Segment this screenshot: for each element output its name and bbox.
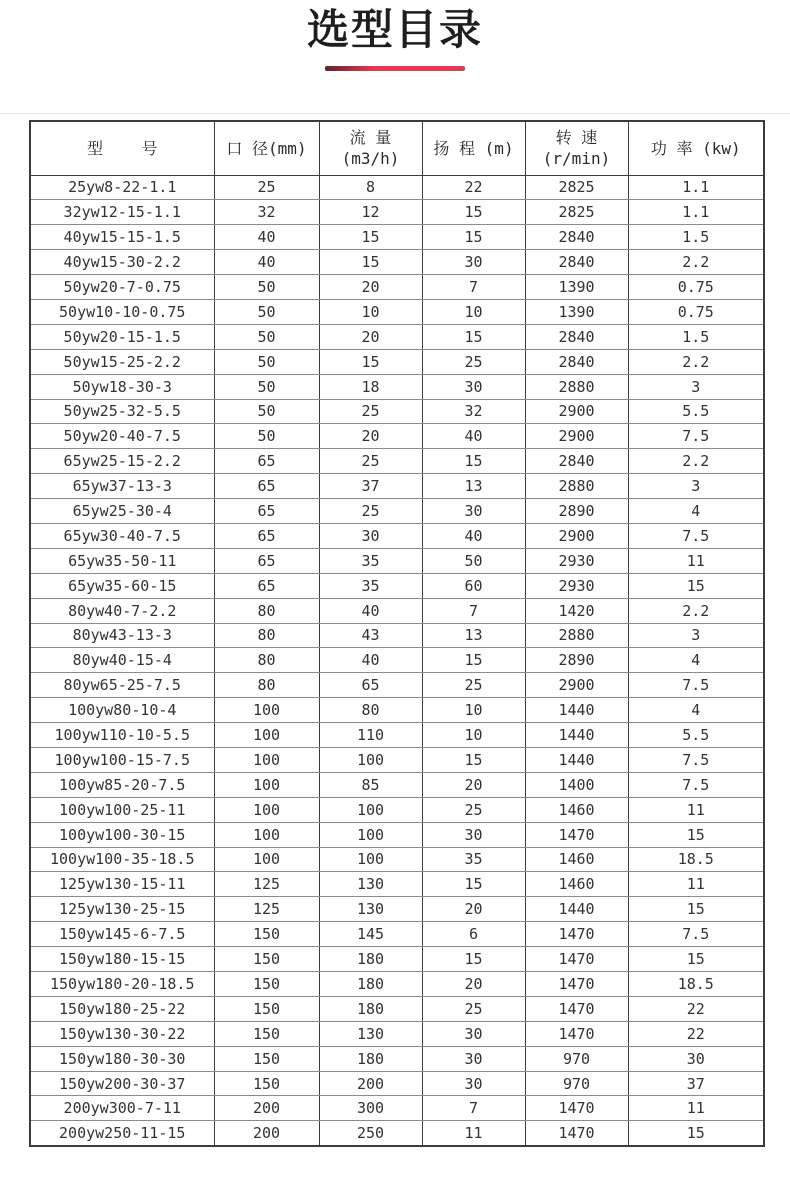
cell-power_kw: 3 <box>628 623 764 648</box>
cell-model: 100yw85-20-7.5 <box>30 772 214 797</box>
cell-flow_m3h: 300 <box>319 1096 422 1121</box>
table-row <box>30 623 764 648</box>
cell-flow_m3h: 25 <box>319 499 422 524</box>
cell-model: 32yw12-15-1.1 <box>30 200 214 225</box>
table-row <box>30 723 764 748</box>
table-row <box>30 573 764 598</box>
cell-model: 40yw15-15-1.5 <box>30 225 214 250</box>
cell-speed_rpm: 2880 <box>525 474 628 499</box>
cell-diameter_mm: 40 <box>214 250 319 275</box>
table-row <box>30 673 764 698</box>
cell-diameter_mm: 65 <box>214 523 319 548</box>
cell-speed_rpm: 1470 <box>525 996 628 1021</box>
cell-model: 150yw180-25-22 <box>30 996 214 1021</box>
cell-power_kw: 7.5 <box>628 922 764 947</box>
table-row <box>30 175 764 200</box>
cell-power_kw: 11 <box>628 797 764 822</box>
table-row <box>30 1121 764 1146</box>
cell-diameter_mm: 100 <box>214 698 319 723</box>
cell-flow_m3h: 20 <box>319 324 422 349</box>
cell-diameter_mm: 100 <box>214 797 319 822</box>
cell-power_kw: 2.2 <box>628 349 764 374</box>
cell-speed_rpm: 2930 <box>525 573 628 598</box>
cell-speed_rpm: 2840 <box>525 324 628 349</box>
table-row <box>30 772 764 797</box>
cell-head_m: 20 <box>422 772 525 797</box>
cell-power_kw: 1.5 <box>628 324 764 349</box>
cell-speed_rpm: 1470 <box>525 922 628 947</box>
cell-head_m: 13 <box>422 623 525 648</box>
cell-model: 80yw40-7-2.2 <box>30 598 214 623</box>
cell-speed_rpm: 2840 <box>525 250 628 275</box>
table-row <box>30 523 764 548</box>
cell-diameter_mm: 50 <box>214 349 319 374</box>
cell-diameter_mm: 150 <box>214 972 319 997</box>
column-header-power_kw <box>628 121 764 175</box>
cell-head_m: 15 <box>422 947 525 972</box>
cell-diameter_mm: 50 <box>214 299 319 324</box>
cell-power_kw: 11 <box>628 548 764 573</box>
cell-speed_rpm: 2890 <box>525 499 628 524</box>
cell-diameter_mm: 80 <box>214 673 319 698</box>
cell-speed_rpm: 2840 <box>525 225 628 250</box>
cell-flow_m3h: 100 <box>319 747 422 772</box>
cell-speed_rpm: 1390 <box>525 299 628 324</box>
cell-flow_m3h: 37 <box>319 474 422 499</box>
cell-model: 200yw250-11-15 <box>30 1121 214 1146</box>
cell-flow_m3h: 12 <box>319 200 422 225</box>
cell-model: 65yw35-60-15 <box>30 573 214 598</box>
cell-head_m: 20 <box>422 972 525 997</box>
table-row <box>30 449 764 474</box>
cell-model: 150yw200-30-37 <box>30 1071 214 1096</box>
cell-diameter_mm: 40 <box>214 225 319 250</box>
cell-speed_rpm: 970 <box>525 1071 628 1096</box>
cell-speed_rpm: 2900 <box>525 424 628 449</box>
cell-diameter_mm: 100 <box>214 723 319 748</box>
cell-diameter_mm: 50 <box>214 275 319 300</box>
table-row <box>30 374 764 399</box>
cell-diameter_mm: 50 <box>214 374 319 399</box>
cell-flow_m3h: 145 <box>319 922 422 947</box>
cell-speed_rpm: 2840 <box>525 449 628 474</box>
cell-power_kw: 5.5 <box>628 399 764 424</box>
cell-model: 125yw130-15-11 <box>30 872 214 897</box>
table-row <box>30 324 764 349</box>
cell-head_m: 10 <box>422 698 525 723</box>
cell-head_m: 6 <box>422 922 525 947</box>
column-header-label: 功 率 (kw) <box>650 138 741 158</box>
cell-flow_m3h: 180 <box>319 996 422 1021</box>
cell-speed_rpm: 1440 <box>525 723 628 748</box>
cell-diameter_mm: 150 <box>214 1021 319 1046</box>
cell-flow_m3h: 200 <box>319 1071 422 1096</box>
cell-power_kw: 37 <box>628 1071 764 1096</box>
cell-model: 125yw130-25-15 <box>30 897 214 922</box>
cell-diameter_mm: 150 <box>214 947 319 972</box>
table-row <box>30 299 764 324</box>
cell-diameter_mm: 100 <box>214 747 319 772</box>
cell-model: 40yw15-30-2.2 <box>30 250 214 275</box>
cell-flow_m3h: 43 <box>319 623 422 648</box>
cell-power_kw: 0.75 <box>628 299 764 324</box>
cell-power_kw: 15 <box>628 1121 764 1146</box>
cell-flow_m3h: 30 <box>319 523 422 548</box>
cell-power_kw: 15 <box>628 897 764 922</box>
cell-head_m: 11 <box>422 1121 525 1146</box>
cell-power_kw: 2.2 <box>628 250 764 275</box>
section-divider <box>0 113 790 114</box>
cell-flow_m3h: 8 <box>319 175 422 200</box>
cell-speed_rpm: 2900 <box>525 673 628 698</box>
cell-diameter_mm: 100 <box>214 772 319 797</box>
cell-speed_rpm: 1420 <box>525 598 628 623</box>
cell-diameter_mm: 65 <box>214 474 319 499</box>
cell-power_kw: 5.5 <box>628 723 764 748</box>
cell-head_m: 50 <box>422 548 525 573</box>
cell-power_kw: 7.5 <box>628 523 764 548</box>
cell-speed_rpm: 1460 <box>525 872 628 897</box>
cell-speed_rpm: 2880 <box>525 623 628 648</box>
cell-head_m: 40 <box>422 424 525 449</box>
cell-flow_m3h: 130 <box>319 897 422 922</box>
table-row <box>30 797 764 822</box>
column-header-label: 扬 程 (m) <box>433 138 514 158</box>
cell-flow_m3h: 100 <box>319 797 422 822</box>
cell-power_kw: 7.5 <box>628 772 764 797</box>
cell-diameter_mm: 150 <box>214 922 319 947</box>
column-header-label: 口 径(mm) <box>226 138 307 158</box>
title-underline-decoration <box>325 66 465 71</box>
table-row <box>30 499 764 524</box>
cell-diameter_mm: 100 <box>214 847 319 872</box>
cell-model: 100yw100-25-11 <box>30 797 214 822</box>
cell-speed_rpm: 1470 <box>525 822 628 847</box>
table-row <box>30 947 764 972</box>
table-row <box>30 1021 764 1046</box>
cell-power_kw: 18.5 <box>628 847 764 872</box>
cell-power_kw: 11 <box>628 1096 764 1121</box>
table-row <box>30 847 764 872</box>
cell-speed_rpm: 2890 <box>525 648 628 673</box>
column-header-label: 转 速 <box>555 128 598 148</box>
column-header-diameter_mm <box>214 121 319 175</box>
cell-speed_rpm: 1440 <box>525 747 628 772</box>
cell-flow_m3h: 65 <box>319 673 422 698</box>
cell-flow_m3h: 20 <box>319 424 422 449</box>
cell-model: 50yw20-7-0.75 <box>30 275 214 300</box>
cell-diameter_mm: 50 <box>214 399 319 424</box>
cell-model: 25yw8-22-1.1 <box>30 175 214 200</box>
cell-head_m: 30 <box>422 822 525 847</box>
cell-flow_m3h: 100 <box>319 822 422 847</box>
cell-power_kw: 0.75 <box>628 275 764 300</box>
cell-flow_m3h: 25 <box>319 449 422 474</box>
cell-speed_rpm: 1470 <box>525 947 628 972</box>
cell-flow_m3h: 180 <box>319 947 422 972</box>
table-row <box>30 399 764 424</box>
cell-speed_rpm: 2825 <box>525 200 628 225</box>
cell-head_m: 30 <box>422 250 525 275</box>
cell-head_m: 7 <box>422 598 525 623</box>
column-header-unit: (m3/h) <box>341 149 400 169</box>
cell-flow_m3h: 15 <box>319 225 422 250</box>
cell-flow_m3h: 100 <box>319 847 422 872</box>
table-row <box>30 922 764 947</box>
table-row <box>30 424 764 449</box>
table-row <box>30 250 764 275</box>
cell-model: 150yw130-30-22 <box>30 1021 214 1046</box>
cell-power_kw: 7.5 <box>628 747 764 772</box>
cell-diameter_mm: 65 <box>214 548 319 573</box>
cell-power_kw: 15 <box>628 947 764 972</box>
cell-head_m: 30 <box>422 374 525 399</box>
cell-model: 50yw18-30-3 <box>30 374 214 399</box>
table-row <box>30 822 764 847</box>
cell-diameter_mm: 125 <box>214 897 319 922</box>
table-row <box>30 1046 764 1071</box>
cell-power_kw: 22 <box>628 1021 764 1046</box>
cell-power_kw: 2.2 <box>628 598 764 623</box>
cell-head_m: 40 <box>422 523 525 548</box>
cell-head_m: 10 <box>422 723 525 748</box>
cell-head_m: 25 <box>422 996 525 1021</box>
cell-speed_rpm: 1470 <box>525 1021 628 1046</box>
table-row <box>30 349 764 374</box>
cell-head_m: 30 <box>422 1021 525 1046</box>
cell-diameter_mm: 100 <box>214 822 319 847</box>
cell-diameter_mm: 80 <box>214 623 319 648</box>
cell-head_m: 15 <box>422 449 525 474</box>
cell-flow_m3h: 20 <box>319 275 422 300</box>
cell-power_kw: 7.5 <box>628 424 764 449</box>
cell-head_m: 60 <box>422 573 525 598</box>
cell-diameter_mm: 65 <box>214 499 319 524</box>
cell-diameter_mm: 200 <box>214 1096 319 1121</box>
cell-speed_rpm: 1460 <box>525 847 628 872</box>
cell-head_m: 15 <box>422 872 525 897</box>
cell-head_m: 35 <box>422 847 525 872</box>
cell-model: 65yw25-30-4 <box>30 499 214 524</box>
cell-power_kw: 22 <box>628 996 764 1021</box>
cell-flow_m3h: 18 <box>319 374 422 399</box>
cell-head_m: 25 <box>422 349 525 374</box>
cell-flow_m3h: 130 <box>319 1021 422 1046</box>
column-header-model <box>30 121 214 175</box>
cell-diameter_mm: 32 <box>214 200 319 225</box>
cell-model: 50yw15-25-2.2 <box>30 349 214 374</box>
cell-speed_rpm: 1470 <box>525 1121 628 1146</box>
cell-power_kw: 30 <box>628 1046 764 1071</box>
cell-flow_m3h: 110 <box>319 723 422 748</box>
cell-head_m: 25 <box>422 673 525 698</box>
table-row <box>30 275 764 300</box>
cell-power_kw: 1.5 <box>628 225 764 250</box>
cell-model: 80yw43-13-3 <box>30 623 214 648</box>
cell-model: 65yw30-40-7.5 <box>30 523 214 548</box>
table-row <box>30 548 764 573</box>
table-row <box>30 897 764 922</box>
cell-diameter_mm: 150 <box>214 1046 319 1071</box>
cell-head_m: 10 <box>422 299 525 324</box>
cell-speed_rpm: 2900 <box>525 399 628 424</box>
cell-speed_rpm: 2825 <box>525 175 628 200</box>
cell-model: 100yw110-10-5.5 <box>30 723 214 748</box>
cell-diameter_mm: 150 <box>214 1071 319 1096</box>
cell-head_m: 30 <box>422 1071 525 1096</box>
table-row <box>30 225 764 250</box>
table-row <box>30 1071 764 1096</box>
table-row <box>30 121 764 175</box>
cell-diameter_mm: 50 <box>214 424 319 449</box>
cell-model: 65yw35-50-11 <box>30 548 214 573</box>
cell-flow_m3h: 40 <box>319 598 422 623</box>
cell-speed_rpm: 1470 <box>525 1096 628 1121</box>
cell-speed_rpm: 1460 <box>525 797 628 822</box>
cell-head_m: 7 <box>422 1096 525 1121</box>
column-header-label: 型 号 <box>86 138 158 158</box>
cell-head_m: 15 <box>422 648 525 673</box>
cell-power_kw: 3 <box>628 374 764 399</box>
cell-power_kw: 3 <box>628 474 764 499</box>
cell-power_kw: 1.1 <box>628 200 764 225</box>
cell-speed_rpm: 1440 <box>525 897 628 922</box>
cell-model: 65yw37-13-3 <box>30 474 214 499</box>
table-body <box>30 175 764 1146</box>
cell-model: 100yw100-15-7.5 <box>30 747 214 772</box>
cell-power_kw: 7.5 <box>628 673 764 698</box>
cell-speed_rpm: 2880 <box>525 374 628 399</box>
table-row <box>30 972 764 997</box>
cell-model: 150yw180-30-30 <box>30 1046 214 1071</box>
cell-head_m: 32 <box>422 399 525 424</box>
cell-power_kw: 4 <box>628 698 764 723</box>
cell-power_kw: 18.5 <box>628 972 764 997</box>
cell-power_kw: 15 <box>628 822 764 847</box>
cell-model: 200yw300-7-11 <box>30 1096 214 1121</box>
table-row <box>30 996 764 1021</box>
cell-flow_m3h: 130 <box>319 872 422 897</box>
cell-head_m: 30 <box>422 1046 525 1071</box>
cell-model: 150yw180-15-15 <box>30 947 214 972</box>
cell-flow_m3h: 250 <box>319 1121 422 1146</box>
table-row <box>30 598 764 623</box>
cell-speed_rpm: 970 <box>525 1046 628 1071</box>
cell-model: 80yw65-25-7.5 <box>30 673 214 698</box>
cell-flow_m3h: 85 <box>319 772 422 797</box>
cell-diameter_mm: 200 <box>214 1121 319 1146</box>
cell-head_m: 15 <box>422 200 525 225</box>
cell-model: 50yw20-15-1.5 <box>30 324 214 349</box>
cell-model: 100yw100-35-18.5 <box>30 847 214 872</box>
cell-speed_rpm: 1440 <box>525 698 628 723</box>
cell-flow_m3h: 40 <box>319 648 422 673</box>
cell-head_m: 15 <box>422 225 525 250</box>
cell-speed_rpm: 2900 <box>525 523 628 548</box>
cell-model: 50yw25-32-5.5 <box>30 399 214 424</box>
table-row <box>30 872 764 897</box>
cell-power_kw: 11 <box>628 872 764 897</box>
cell-power_kw: 15 <box>628 573 764 598</box>
cell-power_kw: 4 <box>628 499 764 524</box>
cell-flow_m3h: 180 <box>319 972 422 997</box>
cell-flow_m3h: 180 <box>319 1046 422 1071</box>
cell-flow_m3h: 15 <box>319 250 422 275</box>
cell-model: 100yw80-10-4 <box>30 698 214 723</box>
cell-diameter_mm: 50 <box>214 324 319 349</box>
cell-flow_m3h: 35 <box>319 573 422 598</box>
cell-flow_m3h: 35 <box>319 548 422 573</box>
cell-head_m: 15 <box>422 324 525 349</box>
cell-speed_rpm: 1400 <box>525 772 628 797</box>
cell-head_m: 15 <box>422 747 525 772</box>
cell-model: 100yw100-30-15 <box>30 822 214 847</box>
column-header-label: 流 量 <box>349 128 392 148</box>
column-header-speed_rpm <box>525 121 628 175</box>
cell-model: 150yw145-6-7.5 <box>30 922 214 947</box>
cell-power_kw: 1.1 <box>628 175 764 200</box>
column-header-unit: (r/min) <box>542 149 611 169</box>
cell-flow_m3h: 25 <box>319 399 422 424</box>
cell-model: 80yw40-15-4 <box>30 648 214 673</box>
cell-head_m: 7 <box>422 275 525 300</box>
cell-diameter_mm: 150 <box>214 996 319 1021</box>
cell-model: 50yw10-10-0.75 <box>30 299 214 324</box>
table-header-row <box>30 121 764 175</box>
cell-diameter_mm: 25 <box>214 175 319 200</box>
cell-head_m: 25 <box>422 797 525 822</box>
column-header-head_m <box>422 121 525 175</box>
cell-head_m: 22 <box>422 175 525 200</box>
table-row <box>30 200 764 225</box>
cell-head_m: 30 <box>422 499 525 524</box>
cell-model: 50yw20-40-7.5 <box>30 424 214 449</box>
table-row <box>30 1096 764 1121</box>
table-row <box>30 648 764 673</box>
cell-flow_m3h: 80 <box>319 698 422 723</box>
cell-speed_rpm: 2840 <box>525 349 628 374</box>
cell-diameter_mm: 80 <box>214 598 319 623</box>
cell-power_kw: 4 <box>628 648 764 673</box>
cell-flow_m3h: 15 <box>319 349 422 374</box>
cell-diameter_mm: 80 <box>214 648 319 673</box>
table-row <box>30 474 764 499</box>
page-title: 选型目录 <box>306 6 483 53</box>
cell-power_kw: 2.2 <box>628 449 764 474</box>
cell-head_m: 20 <box>422 897 525 922</box>
table-row <box>30 747 764 772</box>
cell-speed_rpm: 1470 <box>525 972 628 997</box>
cell-diameter_mm: 125 <box>214 872 319 897</box>
cell-speed_rpm: 1390 <box>525 275 628 300</box>
column-header-flow_m3h <box>319 121 422 175</box>
cell-diameter_mm: 65 <box>214 573 319 598</box>
cell-flow_m3h: 10 <box>319 299 422 324</box>
table-row <box>30 698 764 723</box>
cell-speed_rpm: 2930 <box>525 548 628 573</box>
cell-diameter_mm: 65 <box>214 449 319 474</box>
pump-selection-table <box>29 120 765 1147</box>
cell-head_m: 13 <box>422 474 525 499</box>
cell-model: 65yw25-15-2.2 <box>30 449 214 474</box>
cell-model: 150yw180-20-18.5 <box>30 972 214 997</box>
